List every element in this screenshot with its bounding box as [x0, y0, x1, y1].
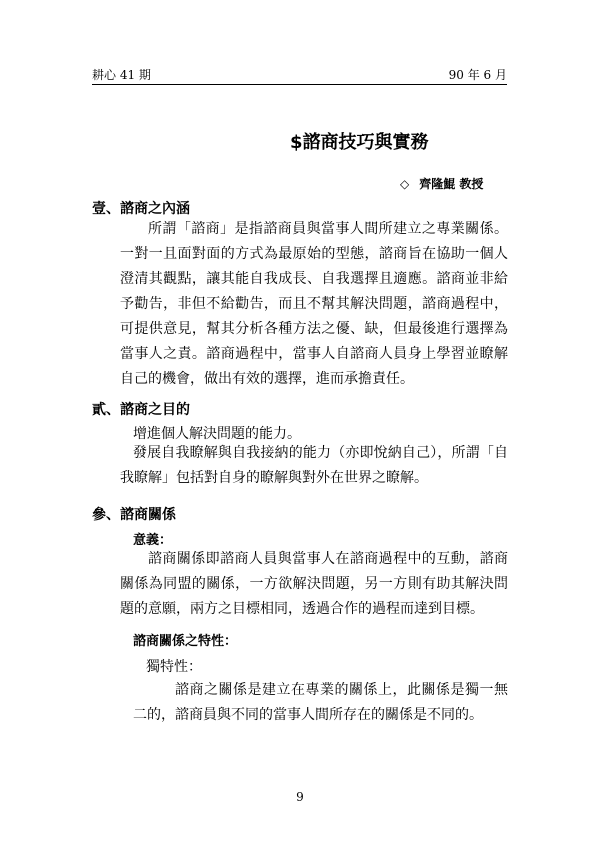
paragraph-text: 諮商關係即諮商人員與當事人在諮商過程中的互動，諮商關係為同盟的關係，一方欲解決問題，另一方則有助其解決問題的意願，兩方之目標相同，透過合作的過程而達到目標。	[120, 551, 508, 617]
paragraph-text: 所謂「諮商」是指諮商員與當事人間所建立之專業關係。一對一且面對面的方式為最原始的型態，諮商旨在協助一個人澄清其觀點，讓其能自我成長、自我選擇且適應。諮商並非給予勸告，非但不給勸告，而且不幫其解決問題，諮商過程中，可提供意見，幫其分析各種方法之優、缺，但最後進行選擇為當事人之責。諮商過程中，當事人自諮商人員身上學習並瞭解自己的機會，做出有效的選擇，進而承擔責任。	[120, 221, 508, 387]
subsection-heading-meaning: 意義：	[133, 533, 173, 548]
section-heading-1: 壹、諮商之內涵	[92, 201, 190, 217]
meaning-paragraph	[120, 547, 508, 622]
section-1-paragraph	[120, 217, 508, 392]
section-heading-3: 參、諮商關係	[92, 507, 176, 523]
paragraph-text: 諮商之關係是建立在專業的關係上，此關係是獨一無二的，諮商員與不同的當事人間所存在的關係是不同的。	[133, 682, 508, 723]
section-2-item-2	[120, 441, 508, 491]
section-2-item-1: 增進個人解決問題的能力。	[133, 426, 301, 442]
subsection-heading-characteristics: 諮商關係之特性：	[133, 634, 238, 649]
author-line	[400, 175, 483, 192]
paragraph-text: 發展自我瞭解與自我接納的能力（亦即悅納自己），所謂「自我瞭解」包括對自身的瞭解與對外在世界之瞭解。	[120, 445, 508, 486]
diamond-bullet-icon: ◇	[400, 177, 410, 191]
page-number: 9	[296, 790, 304, 804]
author-name: 齊隆鯤 教授	[419, 177, 484, 191]
page-header	[92, 66, 507, 85]
characteristic-item: 獨特性：	[146, 659, 202, 675]
journal-issue: 耕心 41 期	[92, 68, 151, 82]
article-title: $諮商技巧與實務	[290, 132, 429, 153]
characteristic-paragraph	[133, 678, 508, 728]
publish-date: 90 年 6 月	[448, 68, 507, 82]
section-heading-2: 貳、諮商之目的	[92, 402, 190, 418]
